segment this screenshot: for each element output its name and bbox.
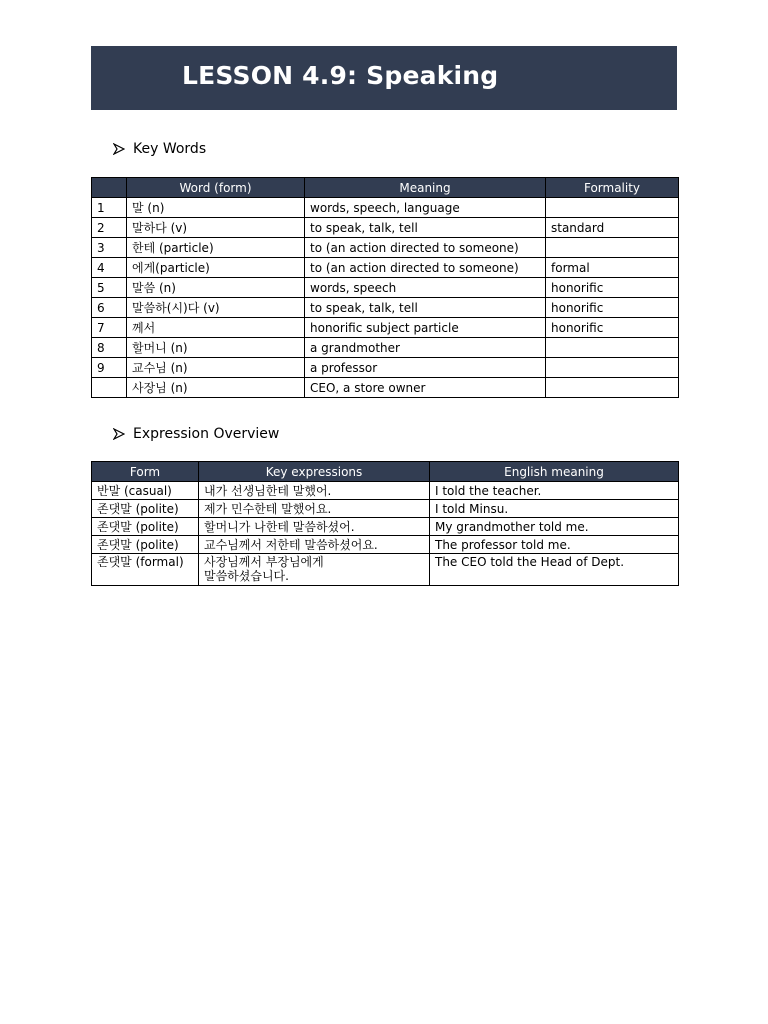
form-cell: 존댓말 (formal) xyxy=(92,554,199,586)
table-row xyxy=(92,218,679,238)
formality-cell: honorific xyxy=(546,318,679,338)
table-row xyxy=(92,298,679,318)
table-header-row xyxy=(92,178,679,198)
table-row xyxy=(92,554,679,586)
word-cell: 말 (n) xyxy=(127,198,305,218)
expression-overview-heading xyxy=(113,426,279,442)
table-row xyxy=(92,258,679,278)
english-meaning-cell: The CEO told the Head of Dept. xyxy=(430,554,679,586)
meaning-cell: a professor xyxy=(305,358,546,378)
word-cell: 에게(particle) xyxy=(127,258,305,278)
row-number: 1 xyxy=(92,198,127,218)
form-cell: 존댓말 (polite) xyxy=(92,518,199,536)
word-cell: 말하다 (v) xyxy=(127,218,305,238)
form-cell: 반말 (casual) xyxy=(92,482,199,500)
column-header: Formality xyxy=(546,178,679,198)
row-number xyxy=(92,378,127,398)
expression-cell: 내가 선생님한테 말했어. xyxy=(199,482,430,500)
table-row xyxy=(92,318,679,338)
expression-cell: 교수님께서 저한테 말씀하셨어요. xyxy=(199,536,430,554)
row-number: 7 xyxy=(92,318,127,338)
table-row xyxy=(92,338,679,358)
key-words-table xyxy=(91,177,679,398)
column-header: English meaning xyxy=(430,462,679,482)
formality-cell xyxy=(546,338,679,358)
table-row xyxy=(92,358,679,378)
word-cell: 교수님 (n) xyxy=(127,358,305,378)
column-header: Form xyxy=(92,462,199,482)
formality-cell: honorific xyxy=(546,278,679,298)
table-row xyxy=(92,378,679,398)
expression-line: 말씀하셨습니다. xyxy=(204,569,289,583)
arrowhead-bullet-icon xyxy=(113,143,125,155)
row-number: 3 xyxy=(92,238,127,258)
row-number: 5 xyxy=(92,278,127,298)
word-cell: 할머니 (n) xyxy=(127,338,305,358)
row-number: 9 xyxy=(92,358,127,378)
meaning-cell: to (an action directed to someone) xyxy=(305,238,546,258)
table-header-row xyxy=(92,462,679,482)
meaning-cell: to speak, talk, tell xyxy=(305,298,546,318)
meaning-cell: honorific subject particle xyxy=(305,318,546,338)
form-cell: 존댓말 (polite) xyxy=(92,536,199,554)
formality-cell xyxy=(546,378,679,398)
expression-overview-heading-label: Expression Overview xyxy=(133,426,280,442)
english-meaning-cell: I told the teacher. xyxy=(430,482,679,500)
expression-overview-table xyxy=(91,461,679,586)
column-header xyxy=(92,178,127,198)
formality-cell xyxy=(546,238,679,258)
row-number: 6 xyxy=(92,298,127,318)
formality-cell xyxy=(546,358,679,378)
meaning-cell: words, speech xyxy=(305,278,546,298)
word-cell: 사장님 (n) xyxy=(127,378,305,398)
table-row xyxy=(92,518,679,536)
word-cell: 한테 (particle) xyxy=(127,238,305,258)
formality-cell: formal xyxy=(546,258,679,278)
table-row xyxy=(92,238,679,258)
formality-cell: standard xyxy=(546,218,679,238)
meaning-cell: words, speech, language xyxy=(305,198,546,218)
table-row xyxy=(92,500,679,518)
column-header: Meaning xyxy=(305,178,546,198)
arrowhead-bullet-icon xyxy=(113,428,125,440)
table-row xyxy=(92,536,679,554)
row-number: 8 xyxy=(92,338,127,358)
expression-cell: 할머니가 나한테 말씀하셨어. xyxy=(199,518,430,536)
english-meaning-cell: I told Minsu. xyxy=(430,500,679,518)
word-cell: 말씀하(시)다 (v) xyxy=(127,298,305,318)
row-number: 2 xyxy=(92,218,127,238)
row-number: 4 xyxy=(92,258,127,278)
english-meaning-cell: The professor told me. xyxy=(430,536,679,554)
meaning-cell: a grandmother xyxy=(305,338,546,358)
column-header: Word (form) xyxy=(127,178,305,198)
key-words-heading-label: Key Words xyxy=(133,141,207,157)
table-row xyxy=(92,198,679,218)
key-words-heading xyxy=(113,141,206,157)
meaning-cell: CEO, a store owner xyxy=(305,378,546,398)
form-cell: 존댓말 (polite) xyxy=(92,500,199,518)
column-header: Key expressions xyxy=(199,462,430,482)
expression-line: 사장님께서 부장님에게 xyxy=(204,555,324,569)
formality-cell: honorific xyxy=(546,298,679,318)
expression-cell xyxy=(199,554,430,586)
title-banner xyxy=(91,46,677,110)
formality-cell xyxy=(546,198,679,218)
meaning-cell: to (an action directed to someone) xyxy=(305,258,546,278)
page-title: LESSON 4.9: Speaking xyxy=(182,61,499,90)
meaning-cell: to speak, talk, tell xyxy=(305,218,546,238)
word-cell: 말씀 (n) xyxy=(127,278,305,298)
word-cell: 께서 xyxy=(127,318,305,338)
english-meaning-cell: My grandmother told me. xyxy=(430,518,679,536)
expression-cell: 제가 민수한테 말했어요. xyxy=(199,500,430,518)
table-row xyxy=(92,278,679,298)
table-row xyxy=(92,482,679,500)
